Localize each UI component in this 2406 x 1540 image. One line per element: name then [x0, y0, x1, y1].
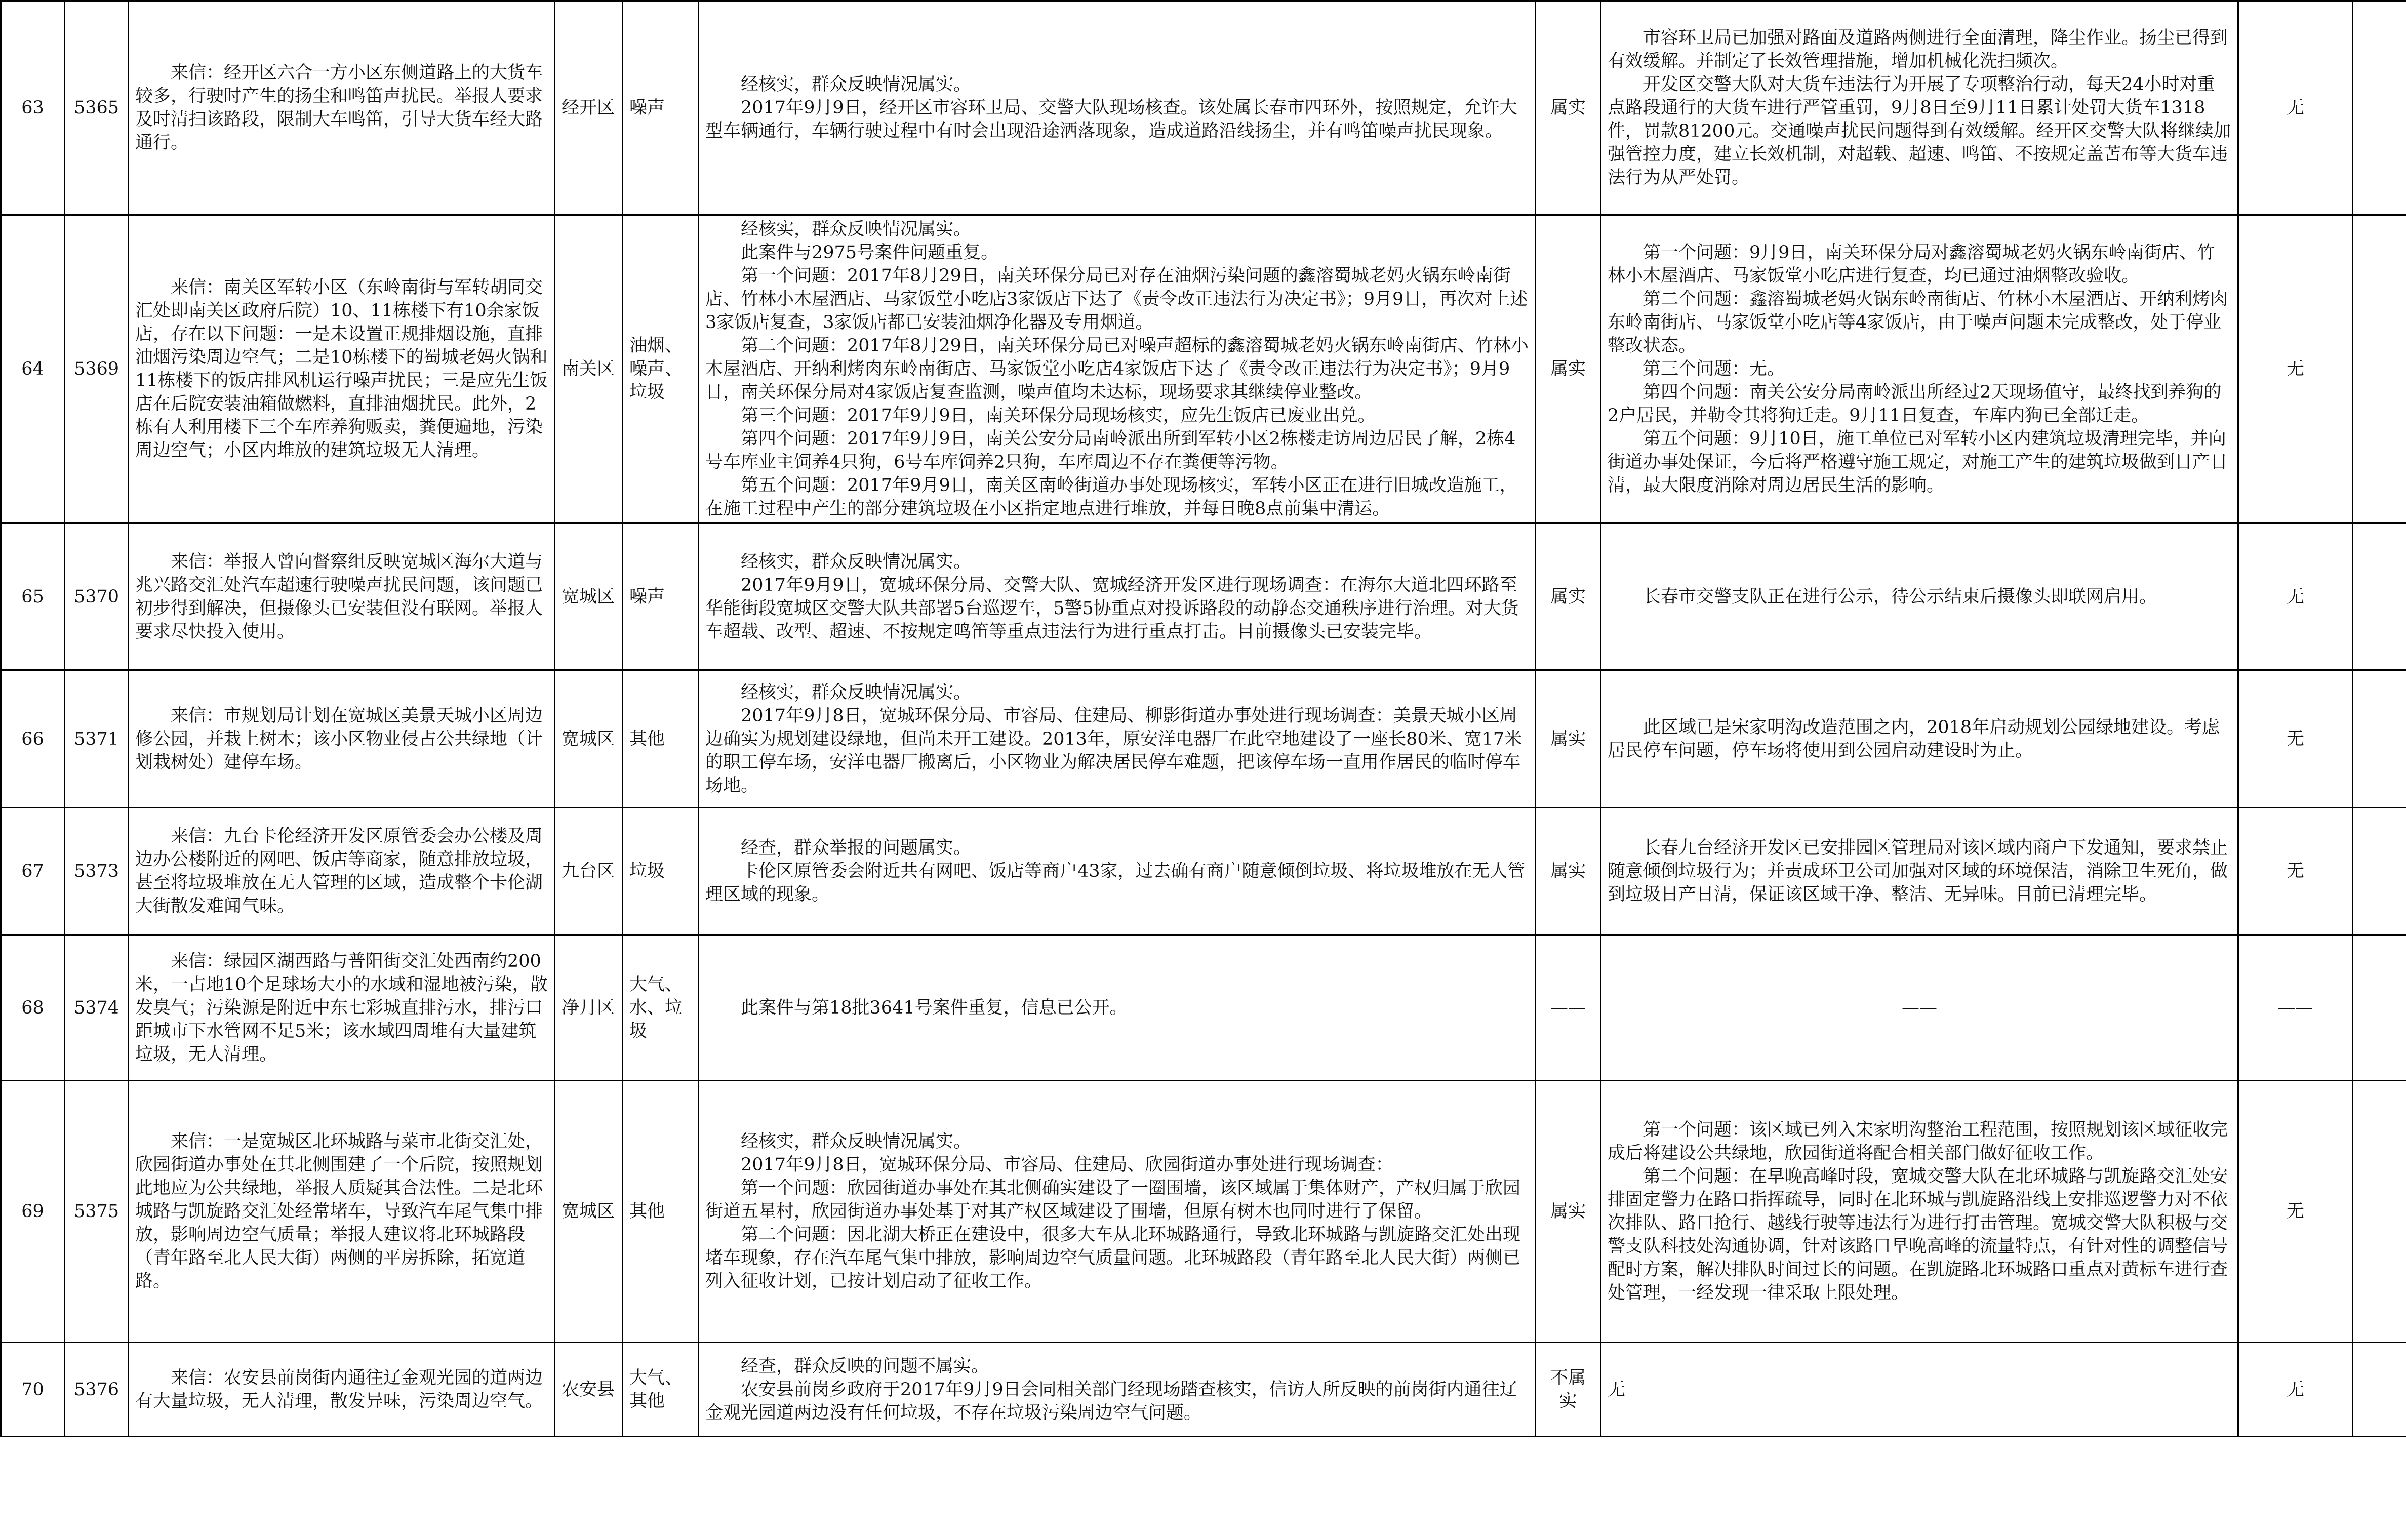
paragraph: 第一个问题：欣园街道办事处在其北侧确实建设了一圈围墙，该区域属于集体财产，产权归属于欣园街道五星村，欣园街道办事处基于对其产权区域建设了围墙，但原有树木也同时进行了保留。: [705, 1178, 1521, 1222]
district-cell: 南关区: [555, 215, 623, 523]
paragraph: 2017年9月8日，宽城环保分局、市容局、住建局、柳影街道办事处进行现场调查：美景天城小区周边确实为规划建设绿地，但尚未开工建设。2013年，原安洋电器厂在此空地建设了一座长80米、宽17米的职工停车场，安洋电器厂搬离后，小区物业为解决居民停车难题，把该停车场一直用作居民的临时停车场地。: [705, 705, 1522, 796]
district-cell: 净月区: [555, 935, 623, 1081]
paragraph: 第二个问题：在早晚高峰时段，宽城交警大队在北环城路与凯旋路交汇处安排固定警力在路口指挥疏导，同时在北环城与凯旋路沿线上安排巡逻警力对不依次排队、路口抢行、越线行驶等违法行为进行打击管理。宽城交警大队积极与交警支队科技处沟通协调，针对该路口早晚高峰的流量特点，有针对性的调整信号配时方案，解决排队时间过长的问题。在凯旋路北环城路口重点对黄标车进行查处管理，一经发现一律采取上限处理。: [1608, 1166, 2228, 1303]
district-cell: 宽城区: [555, 1081, 623, 1343]
blank-cell: [2353, 1081, 2406, 1343]
verdict-cell: 属实: [1536, 215, 1601, 523]
table-row: [1, 523, 2406, 670]
blank-cell: [2353, 670, 2406, 808]
paragraph: 市容环卫局已加强对路面及道路两侧进行全面清理，降尘作业。扬尘已得到有效缓解。并制定了长效管理措施，增加机械化洗扫频次。: [1608, 28, 2228, 71]
case-number: 5371: [65, 670, 129, 808]
paragraph: 第三个问题：无。: [1643, 359, 1785, 379]
accountability-cell: ——: [2238, 935, 2353, 1081]
paragraph: 第一个问题：9月9日，南关环保分局对鑫溶蜀城老妈火锅东岭南街店、竹林小木屋酒店、马家饭堂小吃店进行复查，均已通过油烟整改验收。: [1608, 242, 2215, 286]
paragraph: 来信：经开区六合一方小区东侧道路上的大货车较多，行驶时产生的扬尘和鸣笛声扰民。举报人要求及时清扫该路段，限制大车鸣笛，引导大货车经大路通行。: [135, 63, 543, 153]
row-index: 65: [1, 523, 65, 670]
accountability-cell: 无: [2238, 1, 2353, 215]
verdict-cell: 属实: [1536, 1, 1601, 215]
paragraph: 长春市交警支队正在进行公示，待公示结束后摄像头即联网启用。: [1643, 586, 2157, 607]
paragraph: 此案件与2975号案件问题重复。: [741, 242, 999, 263]
pollution-type-cell: 其他: [623, 670, 699, 808]
verification-cell: [699, 670, 1536, 808]
paragraph: 第五个问题：9月10日，施工单位已对军转小区内建筑垃圾清理完毕，并向街道办事处保证，今后将严格遵守施工规定，对施工产生的建筑垃圾做到日产日清，最大限度消除对周边居民生活的影响。: [1608, 429, 2228, 496]
paragraph: ——: [1902, 997, 1937, 1018]
verdict-cell: 属实: [1536, 1081, 1601, 1343]
verification-cell: [699, 215, 1536, 523]
accountability-cell: 无: [2238, 1343, 2353, 1437]
table-row: [1, 935, 2406, 1081]
blank-cell: [2353, 215, 2406, 523]
verification-cell: [699, 1081, 1536, 1343]
paragraph: 来信：南关区军转小区（东岭南街与军转胡同交汇处即南关区政府后院）10、11栋楼下有10余家饭店，存在以下问题：一是未设置正规排烟设施，直排油烟污染周边空气；二是10栋楼下的蜀城老妈火锅和11栋楼下的饭店排风机运行噪声扰民；三是应先生饭店在后院安装油箱做燃料，直排油烟扰民。此外，2栋有人利用楼下三个车库养狗贩卖，粪便遍地，污染周边空气；小区内堆放的建筑垃圾无人清理。: [135, 277, 548, 461]
handling-cell: [1601, 808, 2238, 935]
complaint-cell: [129, 215, 555, 523]
paragraph: 2017年9月9日，经开区市容环卫局、交警大队现场核查。该处属长春市四环外，按照规定，允许大型车辆通行，车辆行驶过程中有时会出现沿途洒落现象，造成道路沿线扬尘，并有鸣笛噪声扰民现象。: [705, 98, 1517, 141]
pollution-type-cell: 大气、其他: [623, 1343, 699, 1437]
verification-cell: [699, 808, 1536, 935]
handling-cell: [1601, 670, 2238, 808]
district-cell: 宽城区: [555, 523, 623, 670]
blank-cell: [2353, 1343, 2406, 1437]
complaint-cell: [129, 1, 555, 215]
district-cell: 九台区: [555, 808, 623, 935]
pollution-type-cell: 噪声: [623, 1, 699, 215]
pollution-type-cell: 油烟、噪声、垃圾: [623, 215, 699, 523]
pollution-type-cell: 大气、水、垃圾: [623, 935, 699, 1081]
pollution-type-cell: 噪声: [623, 523, 699, 670]
pollution-type-cell: 其他: [623, 1081, 699, 1343]
table-row: [1, 215, 2406, 523]
verdict-cell: 属实: [1536, 523, 1601, 670]
paragraph: 经查，群众举报的问题属实。: [741, 838, 972, 858]
district-cell: 农安县: [555, 1343, 623, 1437]
paragraph: 经核实，群众反映情况属实。: [741, 551, 972, 572]
paragraph: 经核实，群众反映情况属实。: [741, 219, 972, 239]
verdict-cell: 属实: [1536, 670, 1601, 808]
verdict-cell: 不属实: [1536, 1343, 1601, 1437]
verification-cell: [699, 1, 1536, 215]
blank-cell: [2353, 1, 2406, 215]
row-index: 63: [1, 1, 65, 215]
accountability-cell: 无: [2238, 808, 2353, 935]
table-row: [1, 808, 2406, 935]
verdict-cell: ——: [1536, 935, 1601, 1081]
paragraph: 来信：举报人曾向督察组反映宽城区海尔大道与兆兴路交汇处汽车超速行驶噪声扰民问题，该问题已初步得到解决，但摄像头已安装但没有联网。举报人要求尽快投入使用。: [135, 551, 543, 642]
complaint-cell: [129, 808, 555, 935]
paragraph: 农安县前岗乡政府于2017年9月9日会同相关部门经现场踏查核实，信访人所反映的前岗街内通往辽金观光园道两边没有任何垃圾，不存在垃圾污染周边空气问题。: [705, 1379, 1517, 1423]
complaint-cell: [129, 1081, 555, 1343]
paragraph: 开发区交警大队对大货车违法行为开展了专项整治行动，每天24小时对重点路段通行的大货车进行严管重罚，9月8日至9月11日累计处罚大货车1318件，罚款81200元。交通噪声扰民问题得到有效缓解。经开区交警大队将继续加强管控力度，建立长效机制，对超载、超速、鸣笛、不按规定盖苫布等大货车违法行为从严处罚。: [1608, 74, 2231, 188]
case-number: 5369: [65, 215, 129, 523]
paragraph: 来信：绿园区湖西路与普阳街交汇处西南约200米，一占地10个足球场大小的水域和湿地被污染，散发臭气；污染源是附近中东七彩城直排污水，排污口距城市下水管网不足5米；该水域四周堆有大量建筑垃圾，无人清理。: [135, 951, 548, 1065]
paragraph: 第四个问题：2017年9月9日，南关公安分局南岭派出所到军转小区2栋楼走访周边居民了解，2栋4号车库业主饲养4只狗，6号车库饲养2只狗，车库周边不存在粪便等污物。: [705, 429, 1516, 472]
accountability-cell: 无: [2238, 215, 2353, 523]
row-index: 70: [1, 1343, 65, 1437]
district-cell: 经开区: [555, 1, 623, 215]
paragraph: 第四个问题：南关公安分局南岭派出所经过2天现场值守，最终找到养狗的2户居民，并勒令其将狗迁走。9月11日复查，车库内狗已全部迁走。: [1608, 382, 2222, 426]
verdict-cell: 属实: [1536, 808, 1601, 935]
pollution-type-cell: 垃圾: [623, 808, 699, 935]
paragraph: 第一个问题：2017年8月29日，南关环保分局已对存在油烟污染问题的鑫溶蜀城老妈火锅东岭南街店、竹林小木屋酒店、马家饭堂小吃店3家饭店下达了《责令改正违法行为决定书》；9月9日，再次对上述3家饭店复查，3家饭店都已安装油烟净化器及专用烟道。: [705, 266, 1528, 333]
paragraph: 第二个问题：因北湖大桥正在建设中，很多大车从北环城路通行，导致北环城路与凯旋路交汇处出现堵车现象，存在汽车尾气集中排放，影响周边空气质量问题。北环城路段（青年路至北人民大街）两侧已列入征收计划，已按计划启动了征收工作。: [705, 1225, 1521, 1291]
table-body: [1, 1, 2406, 1437]
paragraph: 经核实，群众反映情况属实。: [741, 682, 972, 703]
case-number: 5374: [65, 935, 129, 1081]
paragraph: 经核实，群众反映情况属实。: [741, 1131, 972, 1152]
complaint-cell: [129, 935, 555, 1081]
verification-cell: [699, 523, 1536, 670]
paragraph: 来信：一是宽城区北环城路与菜市北街交汇处，欣园街道办事处在其北侧围建了一个后院，按照规划此地应为公共绿地，举报人质疑其合法性。二是北环城路与凯旋路交汇处经常堵车，导致汽车尾气集中排放，影响周边空气质量；举报人建议将北环城路段（青年路至北人民大街）两侧的平房拆除，拓宽道路。: [135, 1131, 543, 1291]
row-index: 64: [1, 215, 65, 523]
accountability-cell: 无: [2238, 523, 2353, 670]
blank-cell: [2353, 935, 2406, 1081]
paragraph: 2017年9月8日，宽城环保分局、市容局、住建局、欣园街道办事处进行现场调查：: [741, 1155, 1393, 1175]
row-index: 68: [1, 935, 65, 1081]
table-row: [1, 1, 2406, 215]
paragraph: 第二个问题：鑫溶蜀城老妈火锅东岭南街店、竹林小木屋酒店、开纳利烤肉东岭南街店、马家饭堂小吃店等4家饭店，由于噪声问题未完成整改，处于停业整改状态。: [1608, 289, 2228, 356]
complaint-cell: [129, 523, 555, 670]
paragraph: 经核实，群众反映情况属实。: [741, 74, 972, 95]
paragraph: 来信：九台卡伦经济开发区原管委会办公楼及周边办公楼附近的网吧、饭店等商家，随意排放垃圾，甚至将垃圾堆放在无人管理的区域，造成整个卡伦湖大街散发难闻气味。: [135, 826, 543, 916]
verification-cell: [699, 1343, 1536, 1437]
row-index: 67: [1, 808, 65, 935]
handling-cell: [1601, 523, 2238, 670]
case-number: 5370: [65, 523, 129, 670]
paragraph: 经查，群众反映的问题不属实。: [741, 1356, 989, 1376]
paragraph: 第二个问题：2017年8月29日，南关环保分局已对噪声超标的鑫溶蜀城老妈火锅东岭南街店、竹林小木屋酒店、开纳利烤肉东岭南街店、马家饭堂小吃店4家饭店下达了《责令改正违法行为决定书》；9月9日，南关环保分局对4家饭店复查监测，噪声值均未达标，现场要求其继续停业整改。: [705, 336, 1529, 402]
handling-cell: [1601, 935, 2238, 1081]
paragraph: 来信：市规划局计划在宽城区美景天城小区周边修公园，并栽上树木；该小区物业侵占公共绿地（计划栽树处）建停车场。: [135, 705, 543, 773]
paragraph: 来信：农安县前岗街内通往辽金观光园的道两边有大量垃圾，无人清理，散发异味，污染周边空气。: [135, 1367, 543, 1411]
row-index: 66: [1, 670, 65, 808]
case-number: 5376: [65, 1343, 129, 1437]
verification-cell: [699, 935, 1536, 1081]
case-number: 5375: [65, 1081, 129, 1343]
paragraph: 2017年9月9日，宽城环保分局、交警大队、宽城经济开发区进行现场调查：在海尔大道北四环路至华能街段宽城区交警大队共部署5台巡逻车，5警5协重点对投诉路段的动静态交通秩序进行治理。对大货车超载、改型、超速、不按规定鸣笛等重点违法行为进行重点打击。目前摄像头已安装完毕。: [705, 575, 1519, 642]
accountability-cell: 无: [2238, 1081, 2353, 1343]
handling-cell: [1601, 1081, 2238, 1343]
complaint-cell: [129, 670, 555, 808]
paragraph: 此案件与第18批3641号案件重复，信息已公开。: [741, 997, 1128, 1018]
blank-cell: [2353, 523, 2406, 670]
paragraph: 第一个问题：该区域已列入宋家明沟整治工程范围，按照规划该区域征收完成后将建设公共绿地，欣园街道将配合相关部门做好征收工作。: [1608, 1120, 2228, 1163]
district-cell: 宽城区: [555, 670, 623, 808]
paragraph: 长春九台经济开发区已安排园区管理局对该区域内商户下发通知，要求禁止随意倾倒垃圾行为；并责成环卫公司加强对区域的环境保洁，消除卫生死角，做到垃圾日产日清，保证该区域干净、整洁、无异味。目前已清理完毕。: [1608, 838, 2228, 905]
handling-cell: [1601, 215, 2238, 523]
complaint-cell: [129, 1343, 555, 1437]
row-index: 69: [1, 1081, 65, 1343]
case-number: 5373: [65, 808, 129, 935]
accountability-cell: 无: [2238, 670, 2353, 808]
paragraph: 无: [1608, 1379, 1626, 1400]
table-row: [1, 670, 2406, 808]
paragraph: 第三个问题：2017年9月9日，南关环保分局现场核实，应先生饭店已废业出兑。: [741, 406, 1376, 426]
paragraph: 卡伦区原管委会附近共有网吧、饭店等商户43家，过去确有商户随意倾倒垃圾、将垃圾堆放在无人管理区域的现象。: [705, 861, 1526, 905]
handling-cell: [1601, 1, 2238, 215]
blank-cell: [2353, 808, 2406, 935]
table-row: [1, 1081, 2406, 1343]
case-number: 5365: [65, 1, 129, 215]
paragraph: 此区域已是宋家明沟改造范围之内，2018年启动规划公园绿地建设。考虑居民停车问题，停车场将使用到公园启动建设时为止。: [1608, 717, 2220, 761]
handling-cell: [1601, 1343, 2238, 1437]
paragraph: 第五个问题：2017年9月9日，南关区南岭街道办事处现场核实，军转小区正在进行旧城改造施工，在施工过程中产生的部分建筑垃圾在小区指定地点进行堆放，并每日晚8点前集中清运。: [705, 475, 1517, 519]
table-row: [1, 1343, 2406, 1437]
